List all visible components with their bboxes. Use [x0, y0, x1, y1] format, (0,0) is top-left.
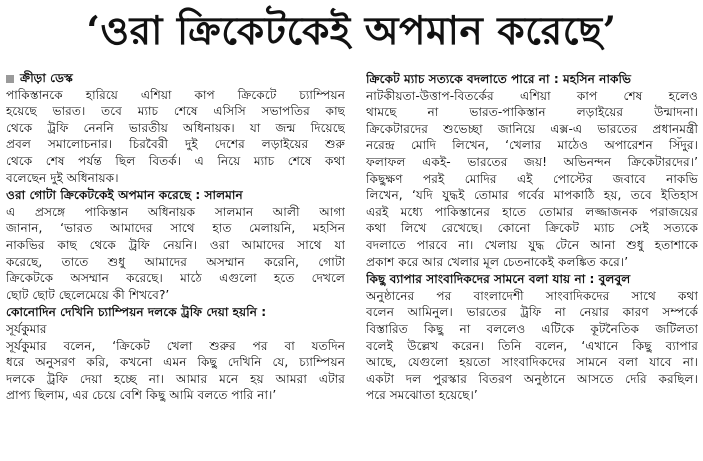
- text-line: বলেছেন দুই অধিনায়ক।: [6, 170, 119, 185]
- text-line: ফলাফল একই- ভারতের জয়! অভিনন্দন ক্রিকেটারদের।’: [366, 154, 698, 169]
- text-line: ছোট ছোট ছেলেমেয়ে কী শিখবে?’: [6, 287, 170, 302]
- subheading-suryakumar-tail: সূর্যকুমার: [6, 321, 47, 336]
- bullet-icon: [6, 75, 14, 83]
- text-line: নরেন্দ্র মোদি লিখেন, ‘খেলার মাঠেও অপারেশন সিঁদুর।: [366, 138, 698, 153]
- byline-text: ক্রীড়া ডেস্ক: [20, 71, 73, 85]
- text-line: অনুষ্ঠানের পর বাংলাদেশী সাংবাদিকদের সাথে কথা: [366, 288, 698, 303]
- paragraph-1: [6, 87, 345, 187]
- text-line: পাকিস্তানকে হারিয়ে এশিয়া কাপ ক্রিকেটে চ্যাম্পিয়ন: [6, 87, 345, 102]
- text-line: ক্রিকেটকে অসম্মান করেছে। মাঠে এগুলো হতে দেখলে: [6, 271, 345, 286]
- text-line: বলেই উল্লেখ করেন। তিনি বলেন, ‘এখানে কিছু ব্যাপার: [366, 338, 698, 353]
- text-line: লিখেন, ‘যদি যুদ্ধই তোমার গর্বের মাপকাঠি হয়, তবে ইতিহাস: [366, 188, 698, 203]
- subheading-salman: ওরা গোটা ক্রিকেটকেই অপমান করেছে : সালমান: [6, 188, 243, 203]
- text-line: কিছুক্ষণ পরই মোদির এই পোস্টের জবাবে নাকভি: [366, 171, 698, 186]
- text-line: করেছে, তাতে শুধু আমাদের অসম্মান করেনি, গোটা: [6, 254, 345, 269]
- text-line: প্রকাশ করে আর খেলার মূল চেতনাকেই কলঙ্কিত করে।’: [366, 254, 629, 269]
- text-line: বলেন আমিনুল। ভারতের ট্রফি না নেয়ার কারণ সম্পর্কে: [366, 305, 698, 320]
- subheading-suryakumar: কোনোদিন দেখিনি চ্যাম্পিয়ন দলকে ট্রফি দেয়া হয়নি :: [6, 305, 267, 320]
- text-line: বিস্তারিত কিছু না বললেও এটিকে কূটনৈতিক জটিলতা: [366, 321, 698, 336]
- subheading-bulbul: কিছু ব্যাপার সাংবাদিকদের সামনে বলা যায় না : বুলবুল: [366, 272, 631, 287]
- paragraph-2: [6, 204, 345, 304]
- text-line: ধরে অনুসরণ করি, কখনো এমন কিছু দেখিনি যে, চ্যাম্পিয়ন: [6, 355, 345, 370]
- text-line: থেকে শেষ পর্যন্ত ছিল বিতর্ক। এ নিয়ে ম্যাচ শেষে কথা: [6, 153, 345, 168]
- text-line: কথা লিখে রেখেছে। কোনো ক্রিকেট ম্যাচ সেই সত্যকে: [366, 221, 698, 236]
- text-line: নাকভির কাছ থেকে ট্রফি নেয়নি। ওরা আমাদের সাথে যা: [6, 237, 345, 252]
- byline: [6, 70, 345, 87]
- text-line: প্রাপ্য ছিলাম, এর চেয়ে বেশি কিছু আমি বলতে পারি না।’: [6, 388, 277, 403]
- paragraph-3: [6, 338, 345, 404]
- text-line: একটা দল পুরস্কার বিতরণ অনুষ্ঠানে আসতে দেরি করছিল।: [366, 371, 698, 386]
- left-column: [6, 70, 345, 404]
- text-line: থেকে ট্রফি নেননি ভারতীয় অধিনায়ক। যা জন্ম দিয়েছে: [6, 120, 345, 135]
- text-line: সূর্যকুমার বলেন, ‘ক্রিকেট খেলা শুরুর পর বা যতদিন: [6, 338, 345, 353]
- text-line: বদলাতে পারবে না। খেলায় যুদ্ধ টেনে আনা শুধু হতাশাকে: [366, 237, 698, 252]
- text-line: পরে সমঝোতা হয়েছে।’: [366, 388, 478, 403]
- paragraph-5: [366, 288, 698, 404]
- text-line: এ প্রসঙ্গে পাকিস্তান অধিনায়ক সালমান আলী আগা: [6, 204, 345, 219]
- paragraph-4: [366, 88, 698, 271]
- text-line: এরই মধ্যে পাকিস্তানের হাতে তোমার লজ্জাজনক পরাজয়ের: [366, 204, 698, 219]
- subheading-naqvi: ক্রিকেট ম্যাচ সত্যকে বদলাতে পারে না : মহসিন নাকভি: [366, 72, 632, 86]
- text-line: নাটকীয়তা-উত্তাপ-বিতর্কের এশিয়া কাপ শেষ হলেও: [366, 88, 698, 103]
- text-line: প্রবল সমালোচনার। চিরবৈরী দুই দেশের লড়াইয়ের শুরু: [6, 137, 345, 152]
- text-line: আছে, যেগুলো হয়তো সাংবাদিকদের সামনে বলা যাবে না।: [366, 355, 698, 370]
- text-line: হয়েছে ভারত। তবে ম্যাচ শেষে এসিসি সভাপতির কাছ: [6, 104, 345, 119]
- right-column: [366, 70, 698, 404]
- text-line: দলকে ট্রফি দেয়া হচ্ছে না। আমার মনে হয় আমরা এটার: [6, 371, 345, 386]
- text-line: ক্রিকেটারদের শুভেচ্ছা জানিয়ে এক্স-এ ভারতের প্রধানমন্ত্রী: [366, 121, 698, 136]
- text-line: থামছে না ভারত-পাকিস্তান লড়াইয়ের উন্মাদনা।: [366, 105, 698, 120]
- text-line: জানান, ‘ভারত আমাদের সাথে হাত মেলায়নি, মহসিন: [6, 221, 345, 236]
- headline: ‘ওরা ক্রিকেটকেই অপমান করেছে’: [86, 8, 617, 54]
